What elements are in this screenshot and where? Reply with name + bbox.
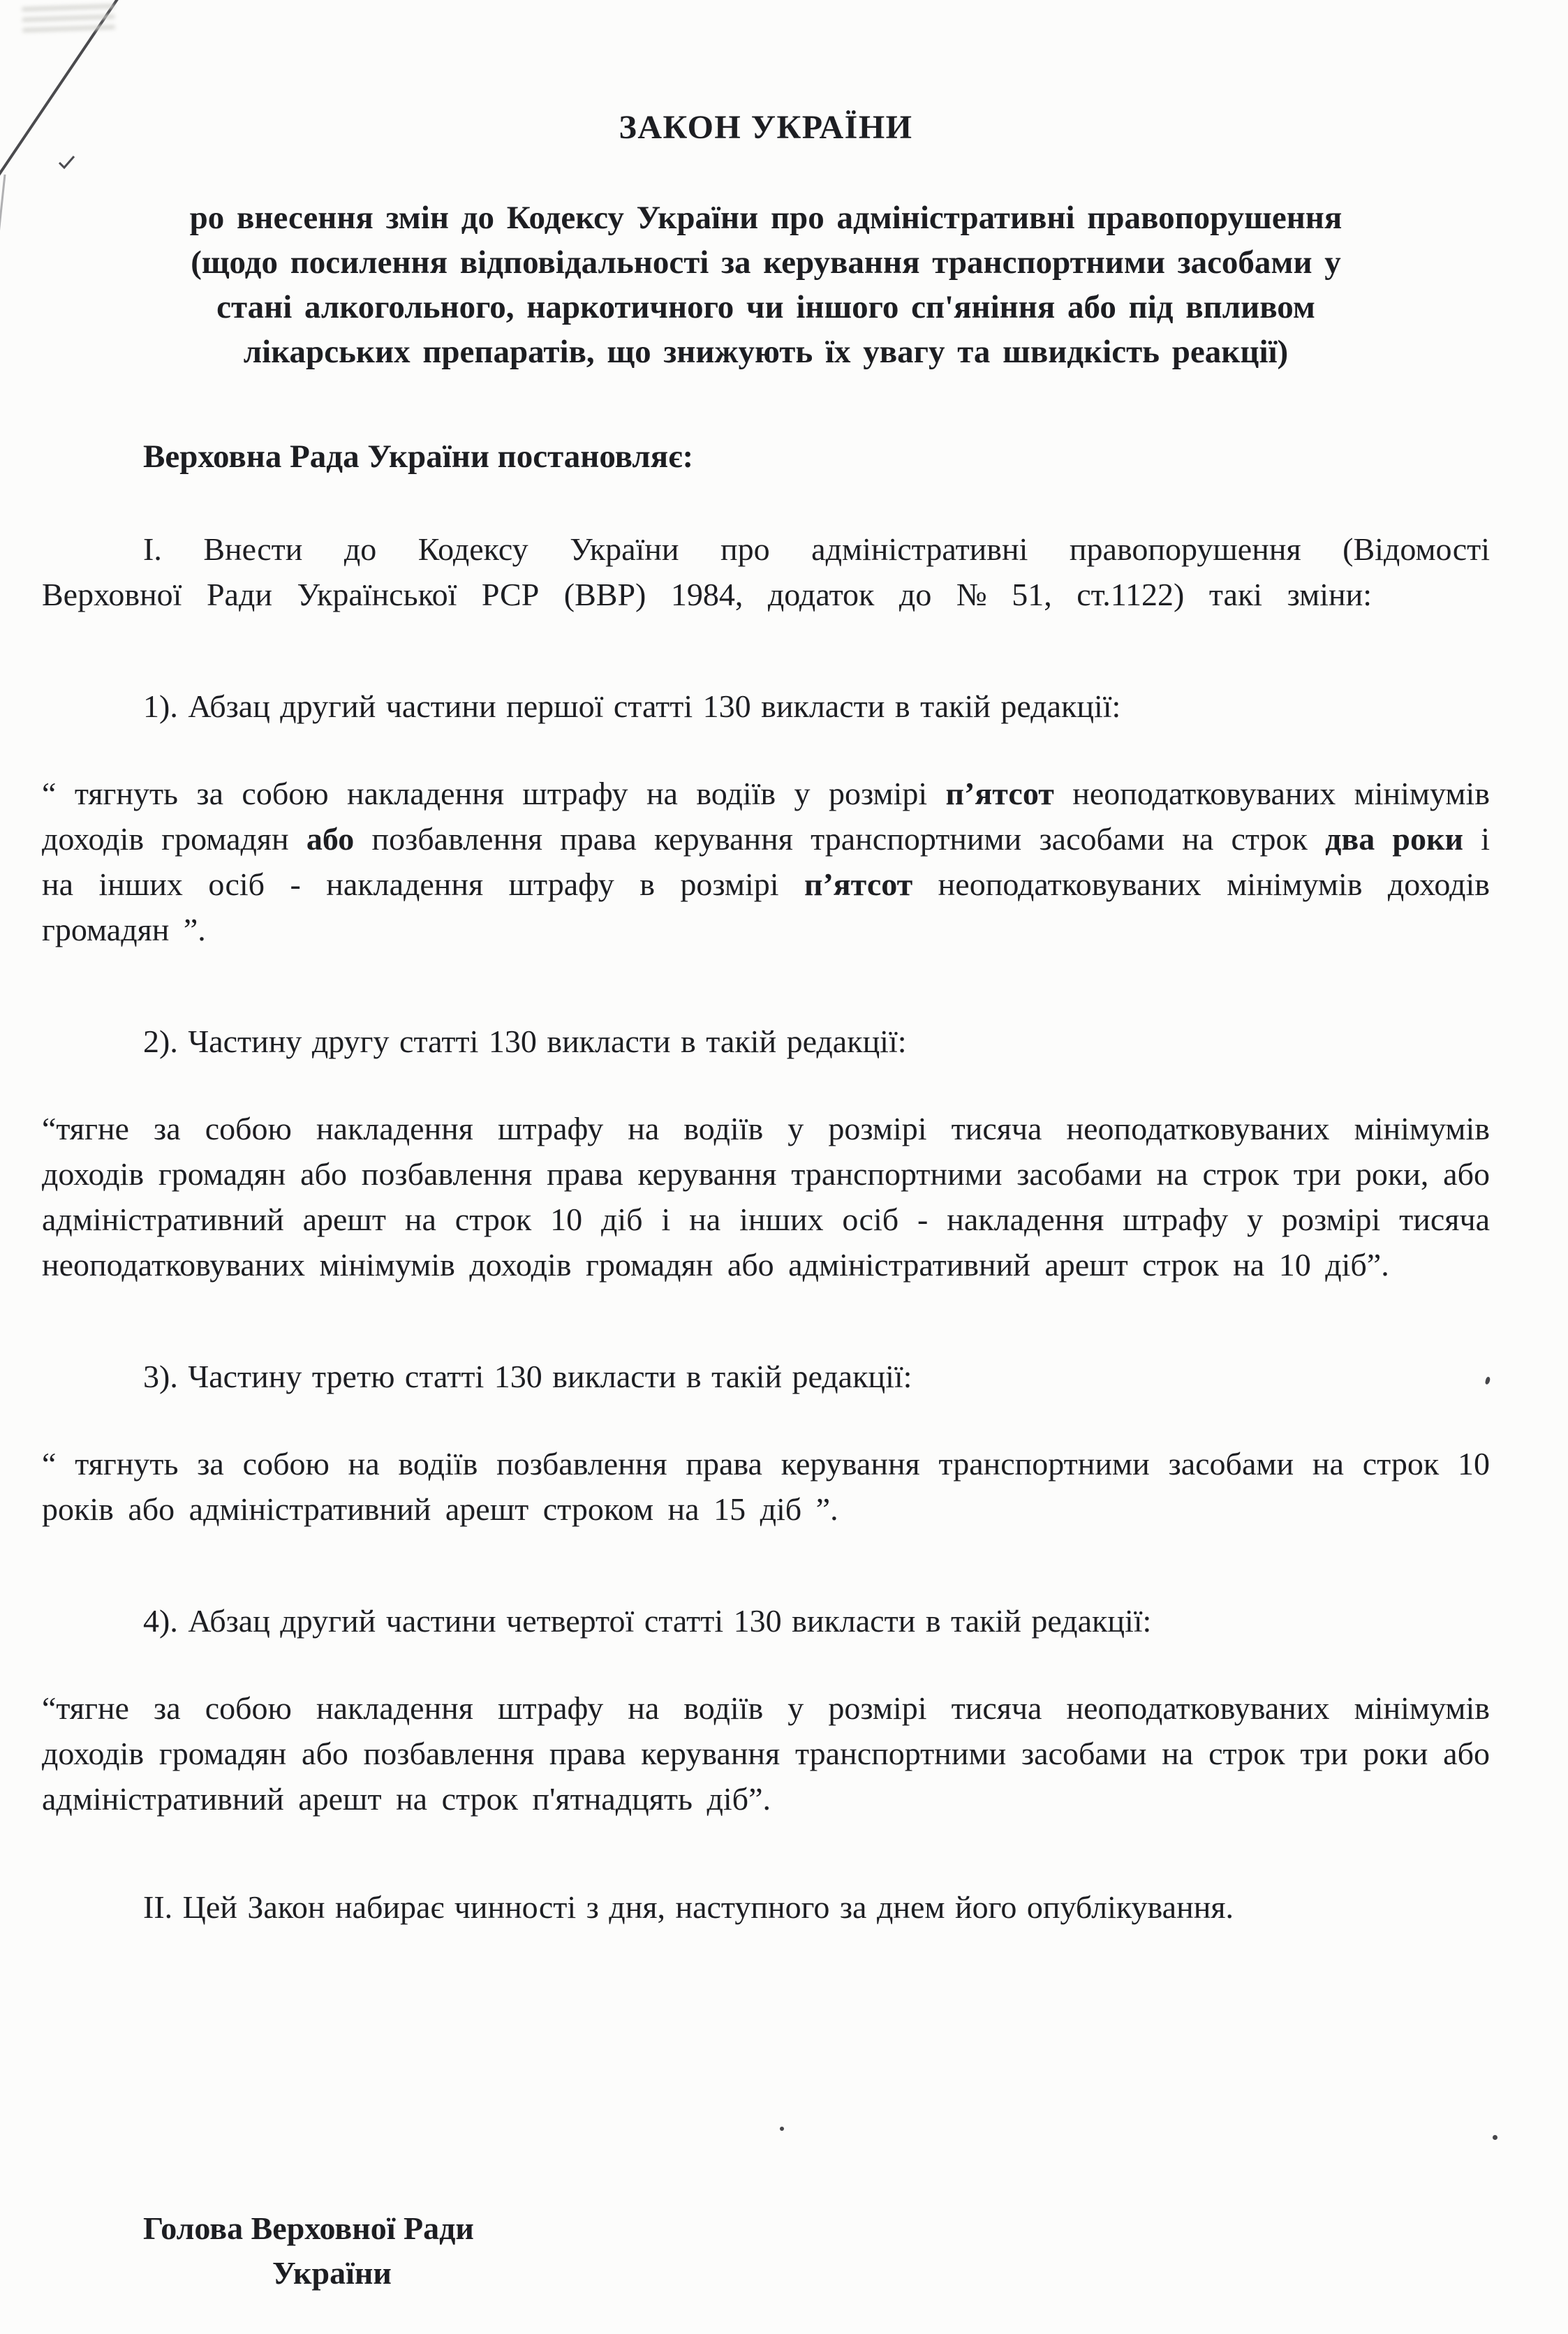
paragraph-run-bold: п’ятсот [945, 776, 1054, 811]
paragraph-run: “ тягнуть за собою накладення штрафу на водіїв у розмірі [42, 776, 946, 811]
enacting-clause: Верховна Рада України постановляє: [143, 438, 694, 475]
paragraph-run-bold: п’ятсот [804, 866, 913, 902]
paragraph [42, 771, 1490, 952]
subtitle-line: ро внесення змін до Кодексу України про адміністративні правопорушення [189, 200, 1343, 236]
paragraph [42, 684, 1490, 729]
subtitle-line: лікарських препаратів, що знижують їх увагу та швидкість реакції) [243, 334, 1289, 370]
paragraph [42, 1884, 1490, 1930]
paragraph [42, 1106, 1490, 1287]
paragraph-run: неоподатковуваних мінімумів доходів громадян ”. [42, 866, 1490, 947]
paragraph-run: 4). Абзац другий частини четвертої статті 130 викласти в такій редакції: [143, 1603, 1152, 1639]
document-subtitle [42, 195, 1490, 374]
paragraph-run: ІІ. Цей Закон набирає чинності з дня, наступного за днем його опублікування. [143, 1889, 1234, 1925]
subtitle-line: стані алкогольного, наркотичного чи іншого сп'яніння або під впливом [216, 289, 1315, 325]
paragraph-run: 1). Абзац другий частини першої статті 130 викласти в такій редакції: [143, 688, 1121, 724]
paragraph-run: 2). Частину другу статті 130 викласти в такій редакції: [143, 1024, 907, 1059]
paragraph-run: “тягне за собою накладення штрафу на водіїв у розмірі тисяча неоподатковуваних мінімумів доходів громадян або позбавлення права керування транспортними засобами на строк три роки або адміністративний арешт на строк п'ятнадцять діб”. [42, 1690, 1490, 1817]
paragraph [42, 1441, 1490, 1532]
scan-speck [780, 2127, 784, 2131]
scan-smudge [22, 1, 114, 33]
document-body [42, 526, 1490, 1930]
paragraph-run: “тягне за собою накладення штрафу на водіїв у розмірі тисяча неоподатковуваних мінімумів доходів громадян або позбавлення права керування транспортними засобами на строк три роки, або адміністративний арешт на строк 10 діб і на інших осіб - накладення штрафу у розмірі тисяча неоподатковуваних мінімумів доходів громадян або адміністративний арешт строк на 10 діб”. [42, 1111, 1490, 1283]
paragraph [42, 1019, 1490, 1064]
document-title: ЗАКОН УКРАЇНИ [619, 109, 913, 146]
paragraph-run: І. Внести до Кодексу України про адміністративні правопорушення (Відомості Верховної Ради Української РСР (ВВР) 1984, додаток до № 51, ст.1122) такі зміни: [42, 531, 1490, 612]
paragraph-run: 3). Частину третю статті 130 викласти в такій редакції: [143, 1359, 912, 1394]
paragraph-run: позбавлення права керування транспортними засобами на строк [354, 821, 1326, 857]
paragraph [42, 526, 1490, 617]
paragraph [42, 1354, 1490, 1399]
paragraph-run: неоподатковуваних мінімумів доходів громадян [42, 776, 1490, 857]
paragraph [42, 1598, 1490, 1644]
signature-block [143, 2206, 474, 2296]
signature-office-line2: України [272, 2255, 392, 2291]
paragraph [42, 1685, 1490, 1822]
signature-office-line1: Голова Верховної Ради [143, 2210, 474, 2246]
paragraph-run: “ тягнуть за собою на водіїв позбавлення права керування транспортними засобами на строк 10 років або адміністративний арешт строком на 15 діб ”. [42, 1446, 1490, 1527]
paragraph-run-bold: або [306, 821, 355, 857]
scan-speck [1493, 2135, 1497, 2140]
document-content [0, 108, 1568, 1930]
paragraph-run: і на інших осіб - накладення штрафу в розмірі [42, 821, 1490, 902]
paragraph-run-bold: два роки [1325, 821, 1464, 857]
subtitle-line: (щодо посилення відповідальності за керування транспортними засобами у [191, 244, 1341, 281]
